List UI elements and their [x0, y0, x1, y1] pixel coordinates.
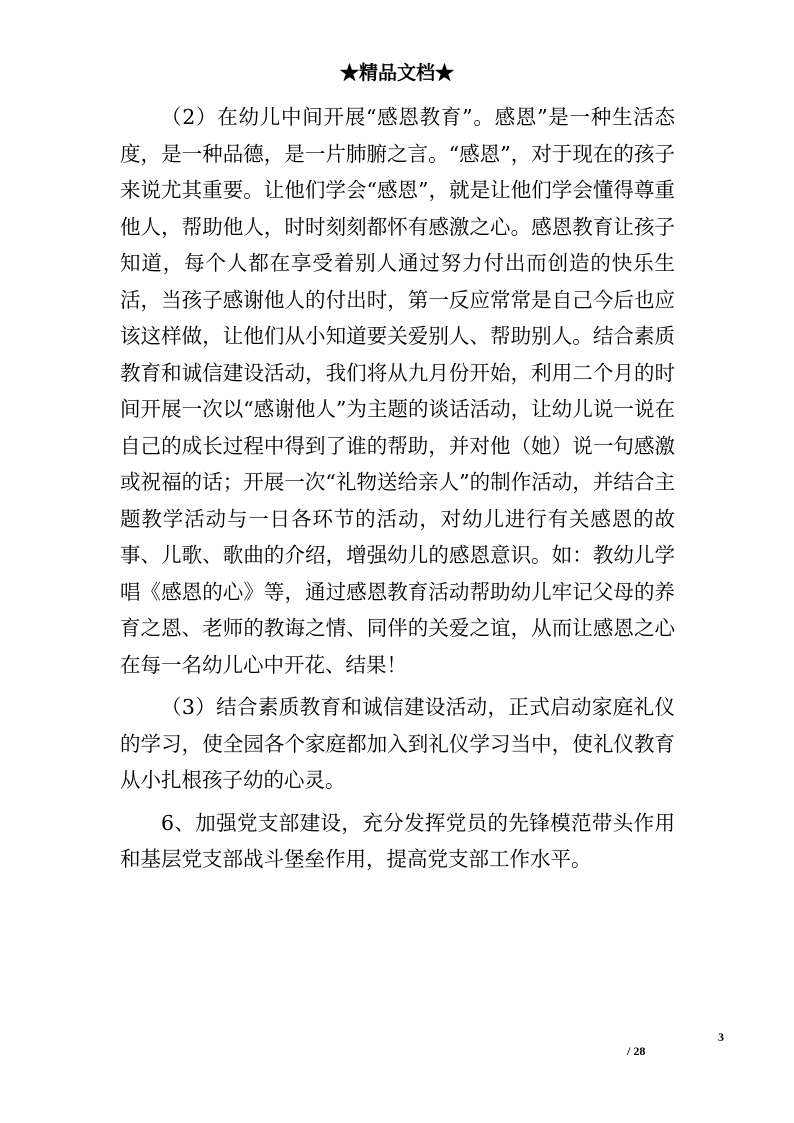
paragraph-gratitude-education: （2）在幼儿中间开展“感恩教育”。感恩”是一种生活态度，是一种品德，是一片肺腑之言。“感恩”，对于现在的孩子来说尤其重要。让他们学会“感恩”，就是让他们学会懂得尊重他人，帮助他人，时时刻刻都怀有感激之心。感恩教育让孩子知道，每个人都在享受着别人通过努力付出而创造的快乐生活，当孩子感谢他人的付出时，第一反应常常是自己今后也应该这样做，让他们从小知道要关爱别人、帮助别人。结合素质教育和诚信建设活动，我们将从九月份开始，利用二个月的时间开展一次以“感谢他人”为主题的谈话活动，让幼儿说一说在自己的成长过程中得到了谁的帮助，并对他（她）说一句感激或祝福的话；开展一次“礼物送给亲人”的制作活动，并结合主题教学活动与一日各环节的活动，对幼儿进行有关感恩的故事、儿歌、歌曲的介绍，增强幼儿的感恩意识。如：教幼儿学唱《感恩的心》等，通过感恩教育活动帮助幼儿牢记父母的养育之恩、老师的教诲之情、同伴的关爱之谊，从而让感恩之心在每一名幼儿心中开花、结果！	[120, 105, 675, 677]
page-header-title: ★精品文档★	[339, 62, 454, 84]
paragraph-family-etiquette: （3）结合素质教育和诚信建设活动，正式启动家庭礼仪的学习，使全园各个家庭都加入到礼仪学习当中，使礼仪教育从小扎根孩子幼的心灵。	[120, 695, 675, 792]
document-body	[120, 99, 675, 878]
page-number: 3	[718, 1030, 724, 1044]
page-total: / 28	[627, 1044, 646, 1058]
paragraph-party-branch: 6、加强党支部建设，充分发挥党员的先锋模范带头作用和基层党支部战斗堡垒作用，提高党支部工作水平。	[120, 810, 675, 871]
